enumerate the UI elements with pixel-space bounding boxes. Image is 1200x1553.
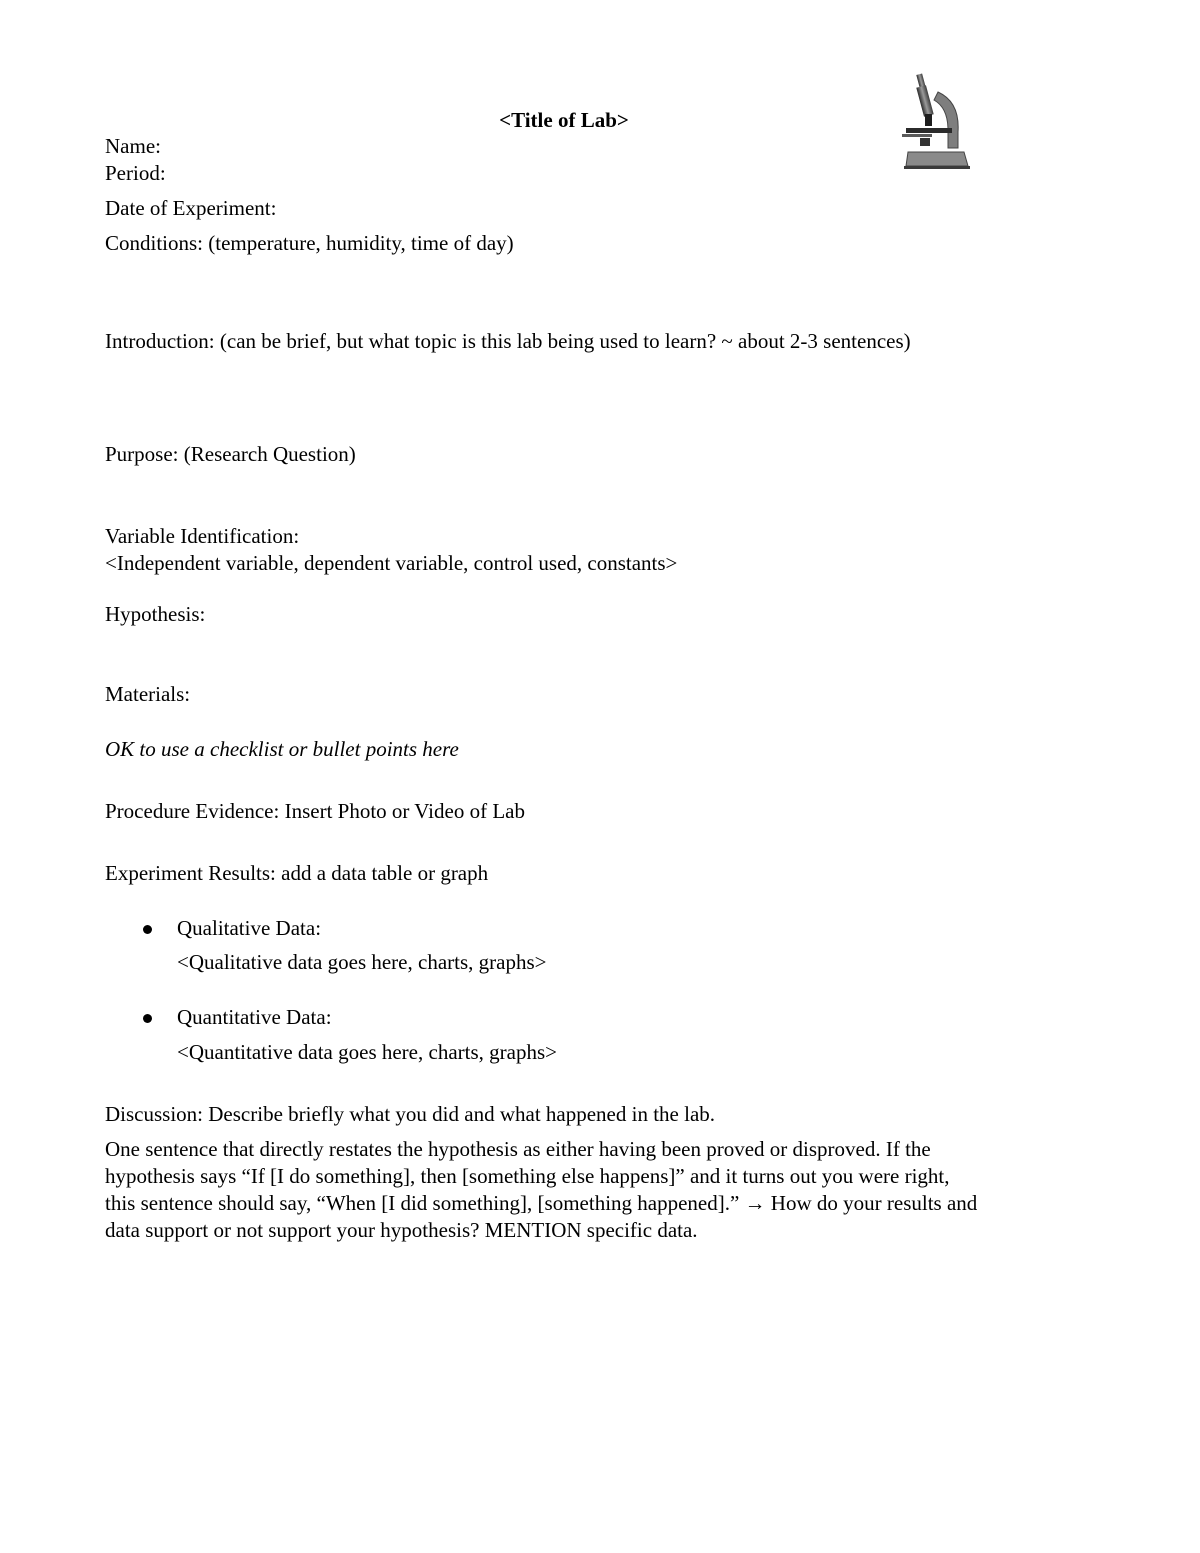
period-label: Period: xyxy=(105,161,166,185)
qualitative-data-text: <Qualitative data goes here, charts, graphs> xyxy=(177,950,547,974)
qualitative-data-label: Qualitative Data: xyxy=(177,916,322,940)
date-of-experiment-label: Date of Experiment: xyxy=(105,196,277,220)
lab-title: <Title of Lab> xyxy=(499,108,629,132)
experiment-results-label: Experiment Results: add a data table or graph xyxy=(105,861,489,885)
hypothesis-label: Hypothesis: xyxy=(105,602,206,626)
discussion-label: Discussion: Describe briefly what you did and what happened in the lab. xyxy=(105,1102,716,1126)
bullet-icon xyxy=(143,1014,152,1023)
quantitative-data-label: Quantitative Data: xyxy=(177,1005,332,1029)
variable-details: <Independent variable, dependent variable, control used, constants> xyxy=(105,551,678,575)
variable-identification-label: Variable Identification: xyxy=(105,524,300,548)
discussion-body-line: this sentence should say, “When [I did something], [something happened].” → How do your results and xyxy=(105,1191,978,1215)
materials-label: Materials: xyxy=(105,682,191,706)
bullet-icon xyxy=(143,925,152,934)
procedure-evidence-label: Procedure Evidence: Insert Photo or Video of Lab xyxy=(105,799,525,823)
materials-note: OK to use a checklist or bullet points here xyxy=(105,737,459,761)
purpose-label: Purpose: (Research Question) xyxy=(105,442,356,466)
name-label: Name: xyxy=(105,134,161,158)
discussion-body-line: hypothesis says “If [I do something], then [something else happens]” and it turns out you were right, xyxy=(105,1164,950,1188)
introduction-label: Introduction: (can be brief, but what topic is this lab being used to learn? ~ about 2-3 sentences) xyxy=(105,329,911,353)
conditions-label: Conditions: (temperature, humidity, time of day) xyxy=(105,231,514,255)
discussion-body-line: One sentence that directly restates the hypothesis as either having been proved or disproved. If the xyxy=(105,1137,931,1161)
discussion-body-line: data support or not support your hypothesis? MENTION specific data. xyxy=(105,1218,698,1242)
microscope-icon xyxy=(898,72,970,170)
quantitative-data-text: <Quantitative data goes here, charts, graphs> xyxy=(177,1040,557,1064)
